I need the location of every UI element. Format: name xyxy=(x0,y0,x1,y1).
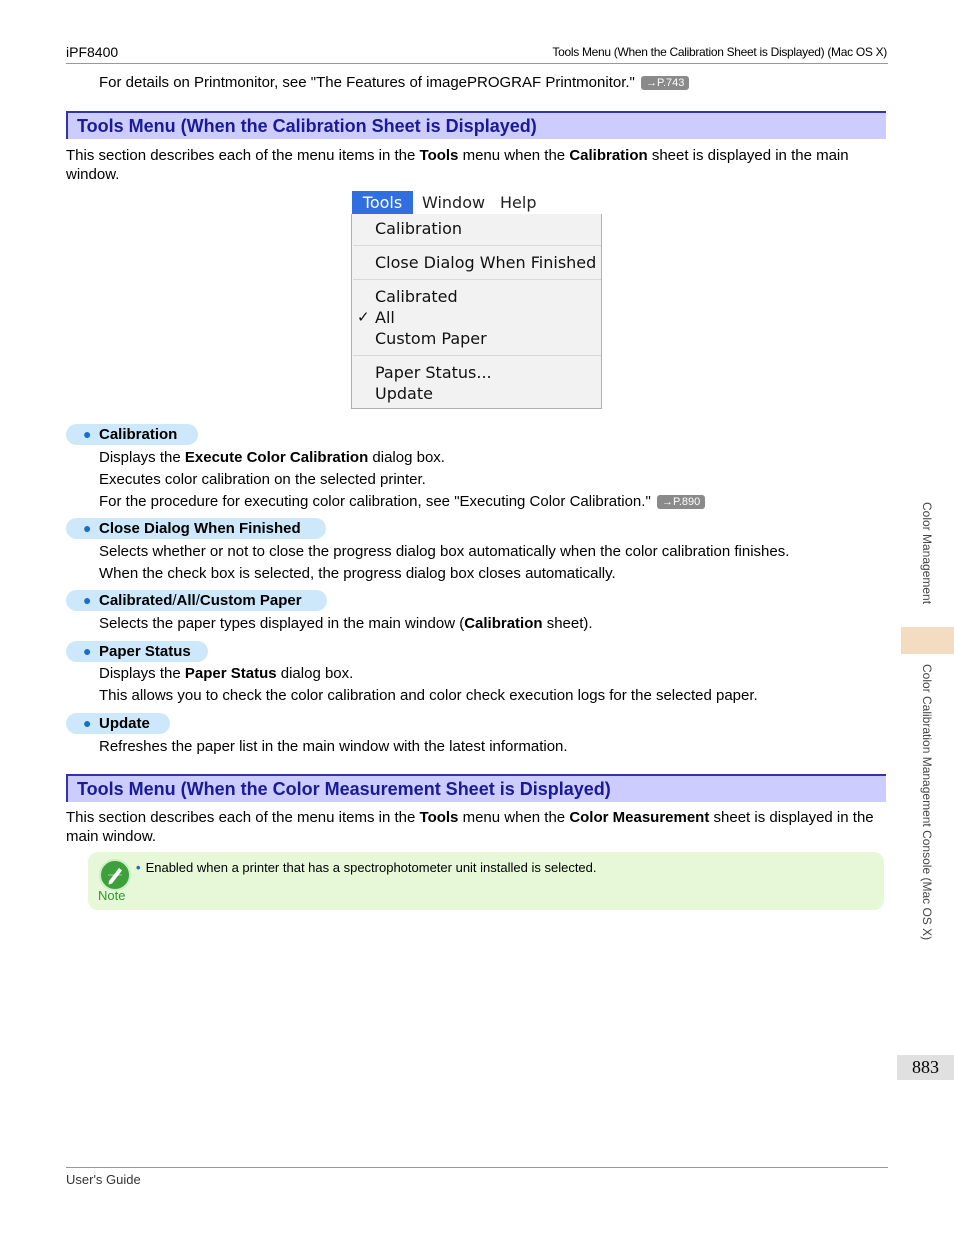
desc-text: This section describes each of the menu items in the xyxy=(66,147,420,164)
header-rule xyxy=(66,63,888,64)
menu-item-calibrated[interactable]: Calibrated xyxy=(375,287,458,306)
section-title: Tools Menu (When the Color Measurement Sheet is Displayed) xyxy=(77,779,611,799)
menu-item-custom-paper[interactable]: Custom Paper xyxy=(375,329,487,348)
desc-text: sheet is displayed in the main window. xyxy=(66,809,874,845)
item-desc-line xyxy=(99,614,593,633)
menu-item-paper-status[interactable]: Paper Status... xyxy=(375,363,492,382)
bullet-icon: ● xyxy=(83,426,92,442)
section-heading-calibration xyxy=(66,111,886,139)
item-desc-line: Selects whether or not to close the progress dialog box automatically when the color calibration finishes. xyxy=(99,543,790,560)
note-label: Note xyxy=(98,888,126,903)
section-heading-color-measurement xyxy=(66,774,886,802)
bullet-icon: ● xyxy=(83,592,92,608)
desc-text: Displays the xyxy=(99,449,185,466)
title-part: All xyxy=(176,592,196,609)
menu-item-calibration[interactable]: Calibration xyxy=(375,219,463,238)
desc-text: sheet). xyxy=(542,615,593,632)
menu-separator xyxy=(353,355,601,356)
note-text xyxy=(136,860,597,875)
item-title: Close Dialog When Finished xyxy=(99,520,301,537)
desc-bold: Tools xyxy=(419,147,459,164)
side-chapter-label: Color Management xyxy=(920,502,934,605)
menu-dropdown xyxy=(351,214,602,409)
item-heading-paper-status xyxy=(66,641,208,662)
menu-bar xyxy=(351,191,603,214)
menu-item-update[interactable]: Update xyxy=(375,384,433,403)
item-title: Paper Status xyxy=(99,643,191,660)
item-desc-line xyxy=(99,492,705,511)
item-desc-line: Refreshes the paper list in the main window with the latest information. xyxy=(99,738,568,755)
desc-bold: Paper Status xyxy=(184,665,277,682)
page-number: 883 xyxy=(897,1055,954,1080)
note-box xyxy=(88,852,884,910)
desc-text: dialog box. xyxy=(276,665,354,682)
desc-bold: Execute Color Calibration xyxy=(184,449,369,466)
item-title: Update xyxy=(99,715,150,732)
item-heading-update xyxy=(66,713,170,734)
menu-window[interactable]: Window xyxy=(422,193,486,212)
desc-text: menu when the xyxy=(458,147,570,164)
item-heading-close-dialog xyxy=(66,518,326,539)
pencil-note-icon xyxy=(99,859,131,891)
desc-bold: Color Measurement xyxy=(569,809,710,826)
section-description xyxy=(66,146,886,184)
title-part: Calibrated xyxy=(99,592,173,609)
menu-separator xyxy=(353,279,601,280)
title-sep: / xyxy=(195,592,200,609)
desc-text: sheet is displayed in the main window. xyxy=(66,147,849,183)
intro-text: For details on Printmonitor, see "The Features of imagePROGRAF Printmonitor." xyxy=(99,74,635,91)
bullet-icon: • xyxy=(136,860,141,875)
desc-text: dialog box. xyxy=(368,449,445,466)
desc-text: menu when the xyxy=(458,809,570,826)
checkmark-icon: ✓ xyxy=(357,308,370,326)
item-desc-line: This allows you to check the color calibration and color check execution logs for the selected paper. xyxy=(99,687,758,704)
item-desc-line xyxy=(99,664,353,683)
desc-bold: Tools xyxy=(419,809,459,826)
desc-text: This section describes each of the menu items in the xyxy=(66,809,420,826)
tools-menu-screenshot xyxy=(351,191,603,410)
desc-bold: Calibration xyxy=(464,615,543,632)
menu-item-close-dialog[interactable]: Close Dialog When Finished xyxy=(375,253,597,272)
header-section-path: Tools Menu (When the Calibration Sheet is Displayed) (Mac OS X) xyxy=(552,45,887,59)
item-desc-line xyxy=(99,448,445,467)
page-ref-link[interactable]: →P.743 xyxy=(641,76,689,90)
side-section-label: Color Calibration Management Console (Mac OS X) xyxy=(920,664,934,941)
section-title: Tools Menu (When the Calibration Sheet is Displayed) xyxy=(77,116,537,136)
bullet-icon: ● xyxy=(83,520,92,536)
item-heading-paper-types xyxy=(66,590,327,611)
desc-text: For the procedure for executing color calibration, see "Executing Color Calibration." xyxy=(99,493,651,510)
side-tab-marker xyxy=(901,627,954,654)
desc-bold: Calibration xyxy=(569,147,648,164)
desc-text: Selects the paper types displayed in the main window ( xyxy=(99,615,465,632)
footer-label: User's Guide xyxy=(66,1172,141,1187)
header-model: iPF8400 xyxy=(66,44,119,60)
item-title: Calibration xyxy=(99,426,178,443)
bullet-icon: ● xyxy=(83,643,92,659)
note-body: Enabled when a printer that has a spectrophotometer unit installed is selected. xyxy=(145,860,597,875)
title-sep: / xyxy=(172,592,177,609)
title-part: Custom Paper xyxy=(199,592,302,609)
menu-separator xyxy=(353,245,601,246)
bullet-icon: ● xyxy=(83,715,92,731)
footer-rule xyxy=(66,1167,888,1168)
section-description xyxy=(66,808,886,846)
menu-item-all[interactable]: All xyxy=(375,308,395,327)
item-desc-line: When the check box is selected, the progress dialog box closes automatically. xyxy=(99,565,616,582)
item-title xyxy=(99,590,302,611)
item-desc-line: Executes color calibration on the selected printer. xyxy=(99,471,426,488)
item-heading-calibration xyxy=(66,424,198,445)
desc-text: Displays the xyxy=(99,665,185,682)
menu-tools[interactable]: Tools xyxy=(352,191,413,214)
menu-help[interactable]: Help xyxy=(500,193,537,212)
intro-line xyxy=(99,74,689,91)
page-ref-link[interactable]: →P.890 xyxy=(657,495,705,509)
